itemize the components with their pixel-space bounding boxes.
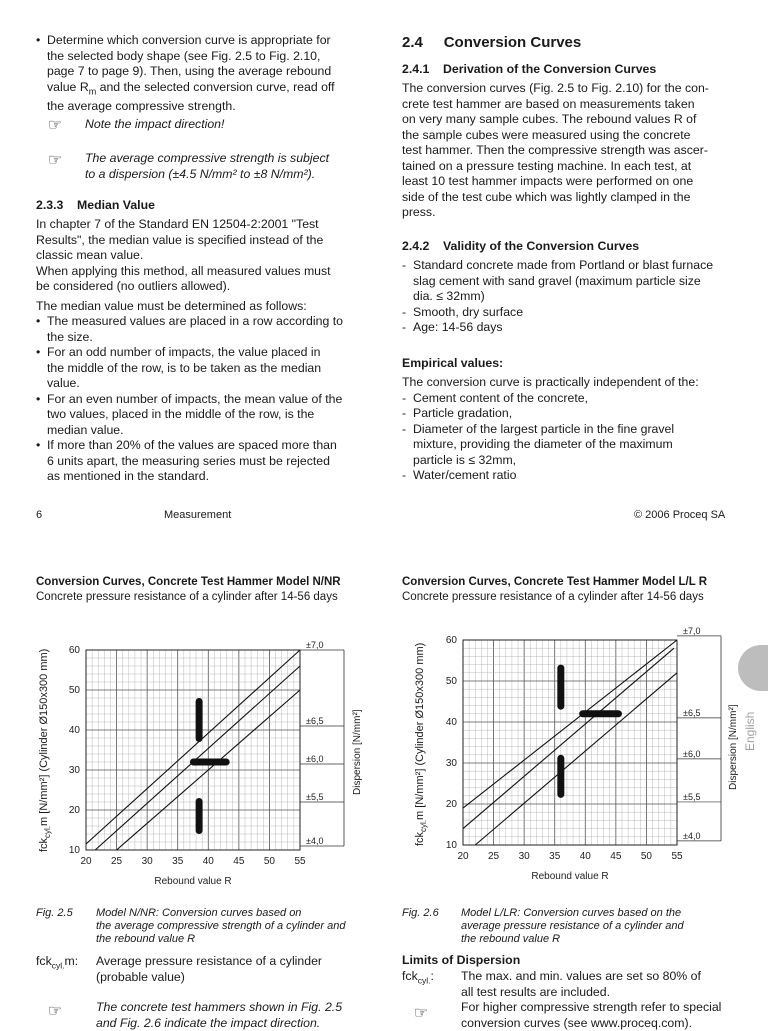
x-tick-label: 30	[141, 856, 153, 867]
y-tick-label: 20	[445, 799, 457, 810]
x-axis-label: Rebound value R	[531, 871, 609, 882]
list-item: - Age: 14-56 days	[402, 320, 742, 336]
section-heading: 2.4 Conversion Curves	[402, 34, 582, 51]
y-tick-label: 40	[68, 725, 80, 736]
chart-right-title: Conversion Curves, Concrete Test Hammer Model L/L R	[402, 576, 708, 588]
y-tick-label: 60	[445, 635, 457, 646]
conversion-chart-l-lr	[396, 625, 736, 887]
list-item: - Cement content of the concrete,	[402, 391, 742, 407]
y-tick-label: 30	[68, 765, 80, 776]
hammer-icon-vertical-down	[557, 755, 564, 798]
dispersion-label: ±7,0	[306, 640, 324, 650]
y-tick-label: 60	[68, 645, 80, 656]
dispersion-label: ±4,0	[306, 836, 324, 846]
pointing-hand-icon: ☞	[47, 117, 63, 134]
plot-frame	[463, 640, 677, 845]
y-tick-label: 40	[445, 717, 457, 728]
figure-caption: Model L/LR: Conversion curves based on the average pressure resistance of a cylinder and the rebound value R	[461, 907, 684, 945]
hammer-icon-vertical-down	[196, 798, 203, 834]
impact-direction-note: Note the impact direction!	[85, 117, 225, 131]
derivation-text: The conversion curves (Fig. 2.5 to Fig. 2.10) for the con- crete test hammer are based on measurements taken on very many sample cubes. The rebound values R of the sample cubes were measured using the concrete test hammer. Then the compressive strength was ascer- tained on a pressure testing machine. In each test, at least 10 test hammer impacts were performed on one side of the test cube which was lightly clamped in the press.	[402, 81, 709, 219]
x-tick-label: 30	[518, 851, 530, 862]
x-axis-label: Rebound value R	[154, 876, 232, 887]
footer-section: Measurement	[164, 509, 232, 521]
x-tick-label: 45	[610, 851, 622, 862]
hammer-icon-horizontal	[579, 710, 622, 717]
list-item: - Smooth, dry surface	[402, 305, 742, 321]
y-tick-label: 30	[445, 758, 457, 769]
median-bullet-list	[36, 314, 376, 485]
chart-right-subtitle: Concrete pressure resistance of a cylinder after 14-56 days	[402, 591, 704, 603]
pointing-hand-icon: ☞	[47, 152, 63, 169]
intro-bullet: • Determine which conversion curve is appropriate for the selected body shape (see Fig. 2.5 to Fig. 2.10, page 7 to page 9). Then, using the average rebound value $R_m$ and the selected conversion curve, read off the average compressive strength.	[36, 33, 376, 115]
median-text: In chapter 7 of the Standard EN 12504-2:2001 "Test Results", the median value is specified instead of the classic mean value. When applying this method, all measured values must be considered (no outliers allowed). The median value must be determined as follows: • The measured values are placed in a row according to the size. • For an odd number of impacts, the value placed in the middle of the row, is to be taken as the median value. • For an even number of impacts, the mean value of the two values, placed in the middle of the row, is the median value. • If more than 20% of the values are spaced more than 6 units apart, the measuring series must be rejected as mentioned in the standard.	[36, 217, 376, 485]
dispersion-label: ±7,0	[683, 625, 701, 636]
x-tick-label: 50	[263, 856, 275, 867]
chart-left-ylabel: fck$_{cyl.}$m [N/mm²] (Cylinder Ø150x300 mm)	[38, 648, 53, 852]
chart-right-ylabel: fck$_{cyl.}$m [N/mm²] (Cylinder Ø150x300 mm)	[414, 642, 429, 846]
y-tick-label: 10	[445, 840, 457, 851]
x-tick-label: 35	[172, 856, 184, 867]
conversion-curve-horizontal-impact	[86, 650, 300, 844]
figure-number: Fig. 2.5	[36, 907, 73, 919]
dispersion-label: ±5,5	[306, 792, 324, 802]
x-tick-label: 55	[671, 851, 683, 862]
x-tick-label: 50	[640, 851, 652, 862]
dispersion-note: The average compressive strength is subject to a dispersion (±4.5 N/mm² to ±8 N/mm²).	[85, 151, 330, 181]
list-item: • For an odd number of impacts, the value placed in the middle of the row, is to be taken as the median value.	[36, 345, 376, 392]
conversion-chart-n-nr	[30, 630, 370, 892]
footer-copyright: © 2006 Proceq SA	[634, 509, 726, 521]
y-tick-label: 20	[68, 805, 80, 816]
empirical-heading: Empirical values:	[402, 356, 504, 370]
conversion-curve-horizontal-impact	[463, 640, 677, 808]
language-label: English	[743, 711, 757, 751]
subsection-heading: 2.4.2 Validity of the Conversion Curves	[402, 239, 640, 253]
x-tick-label: 55	[294, 856, 306, 867]
median-heading: 2.3.3 Median Value	[36, 198, 155, 212]
x-tick-label: 40	[202, 856, 214, 867]
term-fck-cyl-m: fck$_{cyl.}$m:	[36, 954, 79, 971]
hammer-icon-horizontal	[190, 759, 230, 766]
list-item: - Water/cement ratio	[402, 468, 742, 484]
list-item: - Particle gradation,	[402, 406, 742, 422]
list-item: - Diameter of the largest particle in the fine gravel mixture, providing the diameter of the maximum particle is ≤ 32mm,	[402, 422, 742, 469]
language-tab	[738, 645, 768, 691]
list-item: • For an even number of impacts, the mean value of the two values, placed in the middle of the row, is the median value.	[36, 392, 376, 439]
figure-number: Fig. 2.6	[402, 907, 439, 919]
impact-direction-figure-note: The concrete test hammers shown in Fig. 2.5 and Fig. 2.6 indicate the impact direction.	[96, 1000, 343, 1030]
dispersion-label: ±4,0	[683, 830, 701, 841]
x-tick-label: 45	[233, 856, 245, 867]
pointing-hand-icon: ☞	[413, 1005, 429, 1022]
list-item: • If more than 20% of the values are spaced more than 6 units apart, the measuring series must be rejected as mentioned in the standard.	[36, 438, 376, 485]
x-tick-label: 20	[80, 856, 92, 867]
plot-frame	[86, 650, 300, 850]
chart-left-subtitle: Concrete pressure resistance of a cylinder after 14-56 days	[36, 591, 338, 603]
dispersion-label: ±6,5	[306, 716, 324, 726]
chart-right-y2label: Dispersion [N/mm²]	[728, 704, 739, 790]
pointing-hand-icon: ☞	[47, 1003, 63, 1020]
dispersion-label: ±5,5	[683, 791, 701, 802]
chart-left-title: Conversion Curves, Concrete Test Hammer Model N/NR	[36, 576, 341, 588]
term-definition: The max. and min. values are set so 80% of all test results are included.	[461, 969, 701, 999]
y-tick-label: 50	[68, 685, 80, 696]
empirical-list: The conversion curve is practically independent of the: - Cement content of the concrete, - Particle gradation, - Diameter of the largest particle in the fine gravel mixture, providing the diameter of the maximum particle is ≤ 32mm, - Water/cement ratio	[402, 375, 742, 484]
figure-caption: Model N/NR: Conversion curves based on the average compressive strength of a cylinder and the rebound value R	[96, 907, 346, 945]
validity-list	[402, 258, 742, 336]
special-curves-note: For higher compressive strength refer to special conversion curves (see www.proceq.com).	[461, 1000, 722, 1030]
chart-left-y2label: Dispersion [N/mm²]	[352, 709, 363, 795]
y-tick-label: 50	[445, 676, 457, 687]
x-tick-label: 35	[549, 851, 561, 862]
term-fck-cyl: fck$_{cyl.}$:	[402, 969, 434, 986]
list-item: - Standard concrete made from Portland or blast furnace slag cement with sand gravel (maximum particle size dia. ≤ 32mm)	[402, 258, 742, 305]
x-tick-label: 40	[579, 851, 591, 862]
subsection-heading: 2.4.1 Derivation of the Conversion Curves	[402, 62, 657, 76]
dispersion-label: ±6,0	[683, 748, 701, 759]
x-tick-label: 25	[111, 856, 123, 867]
x-tick-label: 20	[457, 851, 469, 862]
page-number: 6	[36, 509, 43, 521]
hammer-icon-vertical-up	[196, 698, 203, 742]
dispersion-label: ±6,0	[306, 754, 324, 764]
dispersion-label: ±6,5	[683, 707, 701, 718]
hammer-icon-vertical-up	[557, 665, 564, 710]
x-tick-label: 25	[488, 851, 500, 862]
term-definition: Average pressure resistance of a cylinder (probable value)	[96, 954, 323, 984]
list-item: • The measured values are placed in a row according to the size.	[36, 314, 376, 345]
y-tick-label: 10	[68, 845, 80, 856]
limits-heading: Limits of Dispersion	[402, 953, 521, 967]
